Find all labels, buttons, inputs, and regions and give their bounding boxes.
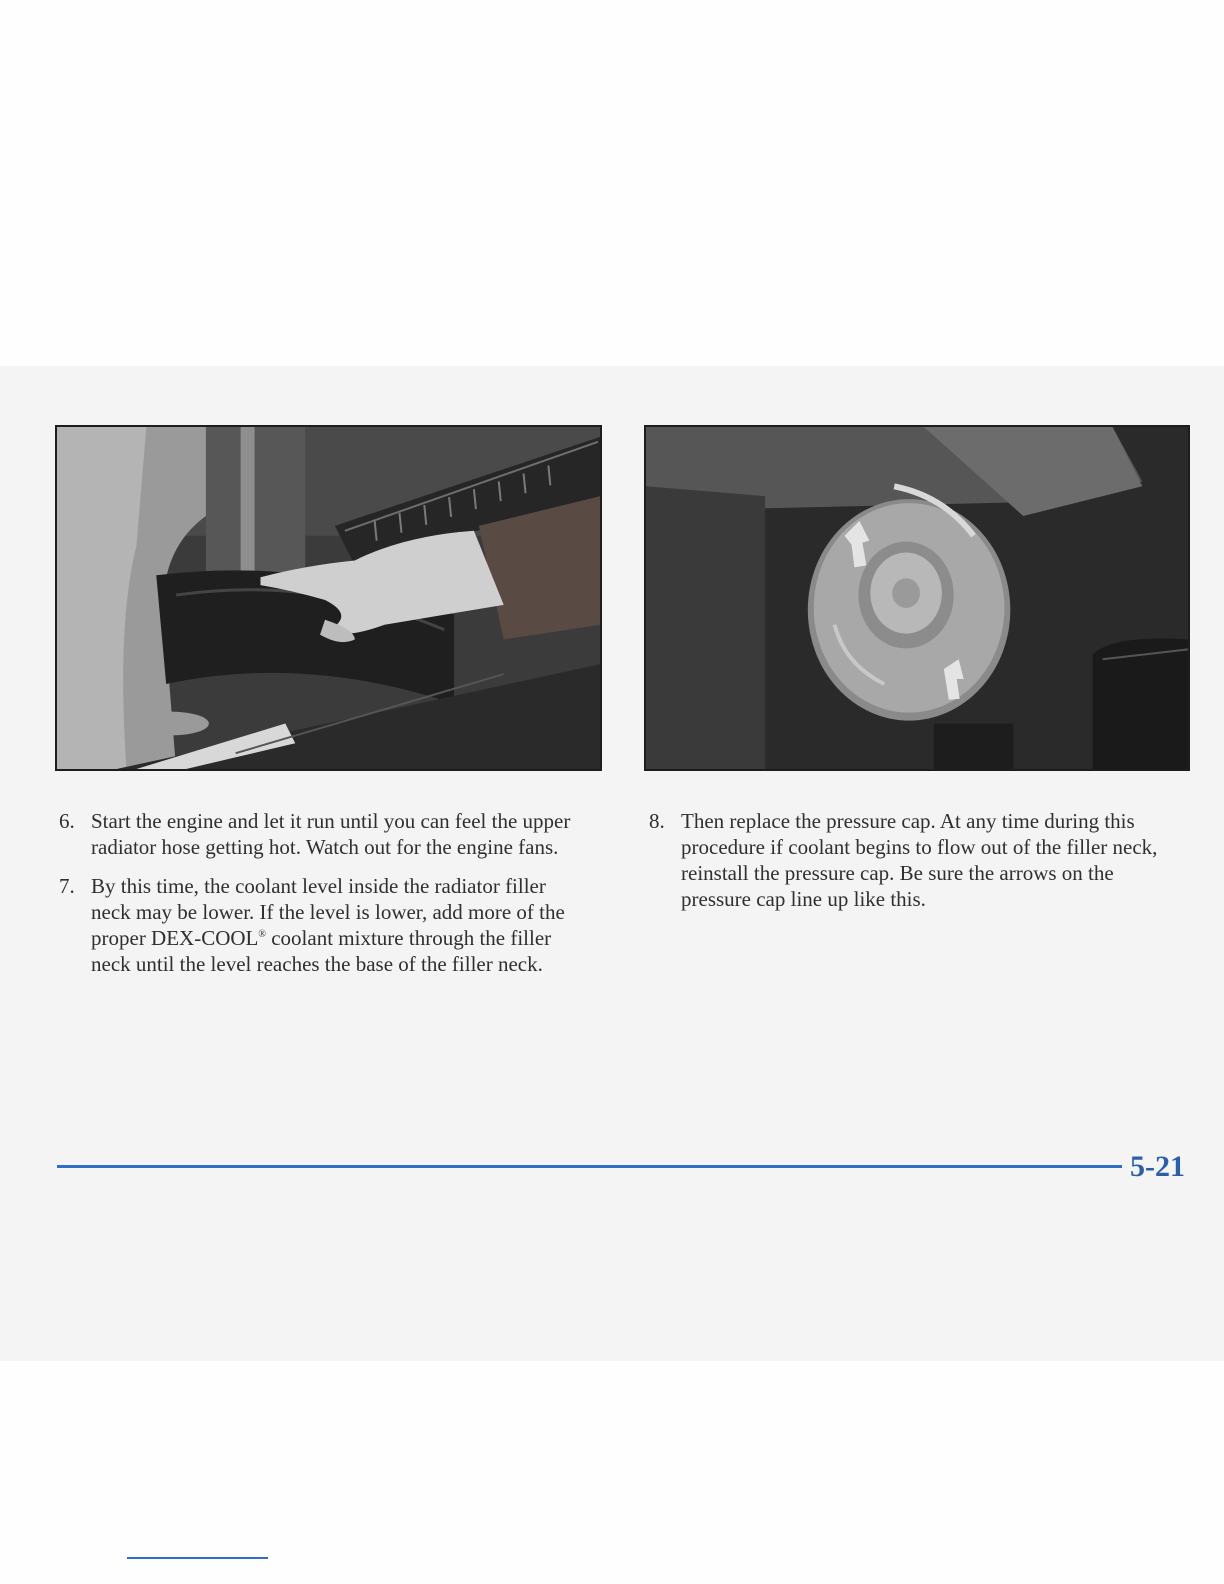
- step-number: 8.: [649, 809, 665, 833]
- step-text: Then replace the pressure cap. At any time during this procedure if coolant begins to flow out of the filler neck, reinstall the pressure cap. Be sure the arrows on the pressure cap line up like this.: [681, 809, 1158, 911]
- step-text: Start the engine and let it run until you can feel the upper radiator hose getting hot. Watch out for the engine fans.: [91, 809, 571, 859]
- page-number: 5-21: [1130, 1150, 1185, 1183]
- radiator-hose-illustration: [57, 427, 600, 769]
- step-text-part: By this time, the coolant level inside the radiator filler neck may be lower. If the level is lower, add more of the proper DEX-COOL: [91, 874, 565, 950]
- steps-right-column: [645, 808, 1175, 925]
- step-6: [55, 808, 585, 860]
- steps-left-column: [55, 808, 585, 990]
- step-number: 6.: [59, 809, 75, 833]
- bottom-rule: [127, 1557, 268, 1559]
- step-7: [55, 873, 585, 977]
- registered-mark: ®: [258, 929, 266, 940]
- radiator-hose-photo: [55, 425, 602, 771]
- step-8: [645, 808, 1175, 912]
- pressure-cap-photo: [644, 425, 1190, 771]
- footer-rule: [57, 1165, 1122, 1168]
- step-text-part: coolant mixture through the filler neck until the level reaches the base of the filler neck.: [91, 926, 552, 976]
- step-number: 7.: [59, 874, 75, 898]
- pressure-cap-illustration: [646, 427, 1188, 769]
- step-text: [91, 874, 565, 976]
